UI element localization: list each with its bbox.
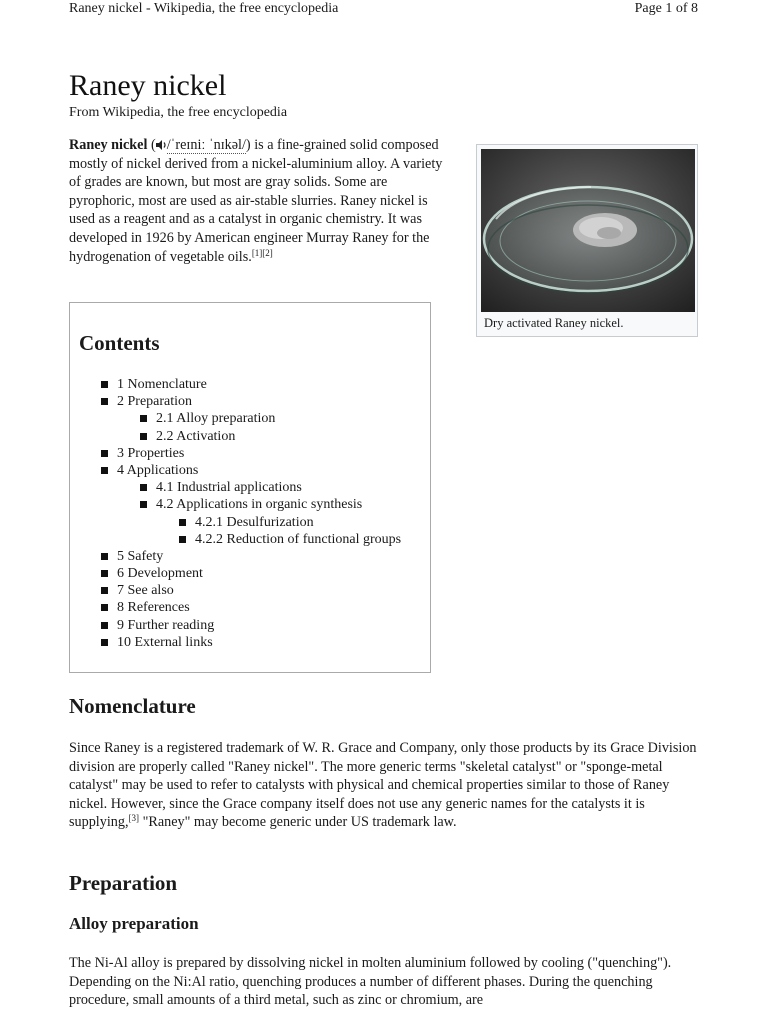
toc-item-label[interactable]: 6 Development (117, 566, 203, 582)
toc-item[interactable] (70, 462, 430, 479)
toc-item-label[interactable]: 4 Applications (117, 462, 199, 478)
toc-item-label[interactable]: 8 References (117, 600, 190, 616)
toc-item[interactable] (70, 445, 430, 462)
toc-item-label[interactable]: 2.2 Activation (156, 428, 236, 444)
bullet-icon (101, 570, 108, 577)
toc-item[interactable] (70, 393, 430, 410)
section-heading-nomenclature: Nomenclature (69, 694, 196, 718)
toc-item-label[interactable]: 2 Preparation (117, 394, 193, 410)
toc-list (70, 376, 430, 651)
toc-item[interactable] (70, 548, 430, 565)
bullet-icon (140, 415, 147, 422)
toc-item[interactable] (70, 410, 430, 427)
alloy-preparation-paragraph: The Ni-Al alloy is prepared by dissolving nickel in molten aluminium followed by cooling ("quenching"). Depending on the Ni:Al ratio, quenching produces a number of different phases. During the quenching procedure, small amounts of a third metal, such as zinc or chromium, are (69, 955, 672, 1009)
raney-nickel-photo[interactable] (481, 149, 695, 312)
bullet-icon (101, 587, 108, 594)
bullet-icon (140, 501, 147, 508)
toc-item-label[interactable]: 4.2 Applications in organic synthesis (156, 497, 363, 513)
toc-item-label[interactable]: 10 External links (117, 634, 213, 650)
toc-item[interactable] (70, 496, 430, 513)
toc-item-label[interactable]: 3 Properties (117, 445, 185, 461)
section-heading-preparation: Preparation (69, 871, 178, 895)
bullet-icon (101, 450, 108, 457)
toc-item[interactable] (70, 599, 430, 616)
speaker-icon[interactable] (156, 140, 167, 150)
toc-item-label[interactable]: 7 See also (117, 583, 174, 599)
document-header-title: Raney nickel - Wikipedia, the free encyclopedia (69, 1, 339, 16)
toc-item[interactable] (70, 428, 430, 445)
bullet-icon (140, 433, 147, 440)
image-caption: Dry activated Raney nickel. (484, 316, 624, 330)
page-subtitle: From Wikipedia, the free encyclopedia (69, 105, 288, 120)
page-title: Raney nickel (69, 69, 227, 102)
bullet-icon (101, 639, 108, 646)
toc-item-label[interactable]: 2.1 Alloy preparation (156, 411, 276, 427)
toc-item-label[interactable]: 4.1 Industrial applications (156, 480, 302, 496)
toc-title: Contents (79, 331, 160, 355)
toc-item-label[interactable]: 5 Safety (117, 548, 164, 564)
bullet-icon (101, 381, 108, 388)
toc-item[interactable] (70, 514, 430, 531)
toc-item[interactable] (70, 634, 430, 651)
toc-item[interactable] (70, 531, 430, 548)
intro-paragraph: Raney nickel ( /ˈreɪniː ˈnɪkəl/) is a fine-grained solid composed mostly of nickel derived from a nickel-aluminium alloy. A variety of grades are known, but most are gray solids. Some are pyrophoric, most are used as air-stable slurries. Raney nickel is used as a reagent and as a catalyst in organic chemistry. It was developed in 1926 by American engineer Murray Raney for the hydrogenation of vegetable oils.[1][2] (69, 137, 443, 265)
toc-item[interactable] (70, 479, 430, 496)
toc-item-label[interactable]: 4.2.1 Desulfurization (195, 514, 314, 530)
bullet-icon (101, 622, 108, 629)
table-of-contents (69, 302, 431, 673)
bullet-icon (179, 519, 186, 526)
intro-bold-term: Raney nickel (69, 137, 148, 153)
nomenclature-paragraph: Since Raney is a registered trademark of W. R. Grace and Company, only those products by its Grace Division division are properly called "Raney nickel". The more generic terms "skeletal catalyst" or "sponge-metal catalyst" may be used to refer to catalysts with physical and chemical properties similar to those of Raney nickel. However, since the Grace company itself does not use any generic names for the catalysts it is supplying,[3] "Raney" may become generic under US trademark law. (69, 740, 697, 831)
toc-item[interactable] (70, 565, 430, 582)
bullet-icon (101, 467, 108, 474)
bullet-icon (179, 536, 186, 543)
pronunciation-ipa[interactable]: /ˈreɪniː ˈnɪkəl/ (166, 137, 246, 153)
page-number: Page 1 of 8 (634, 1, 698, 16)
toc-item-label[interactable]: 1 Nomenclature (117, 377, 207, 392)
bullet-icon (140, 484, 147, 491)
toc-item-label[interactable]: 4.2.2 Reduction of functional groups (195, 531, 402, 547)
bullet-icon (101, 604, 108, 611)
bullet-icon (101, 398, 108, 405)
bullet-icon (101, 553, 108, 560)
subsection-heading-alloy-preparation: Alloy preparation (69, 914, 199, 933)
toc-item[interactable] (70, 617, 430, 634)
toc-item[interactable] (70, 582, 430, 599)
toc-item[interactable] (70, 376, 430, 393)
toc-item-label[interactable]: 9 Further reading (117, 617, 215, 633)
citation-ref[interactable]: [3] (128, 813, 140, 824)
image-thumbnail (476, 144, 698, 337)
citation-refs[interactable]: [1][2] (251, 247, 273, 258)
